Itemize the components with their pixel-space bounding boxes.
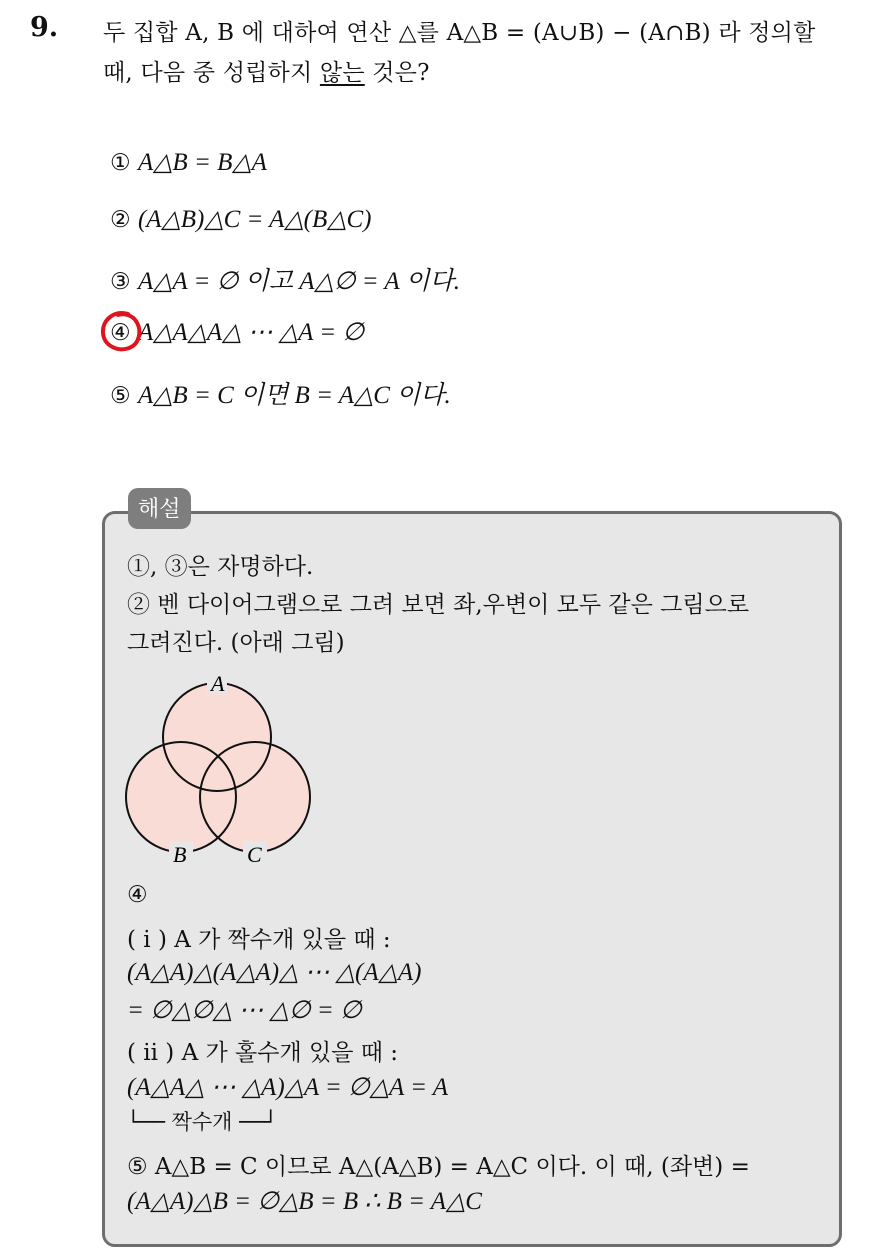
choice-2-text: (A△B)△C = A△(B△C) bbox=[137, 206, 372, 233]
solution-line-10: └── 짝수개 ──┘ bbox=[127, 1110, 278, 1134]
question-underlined-word: 않는 bbox=[319, 60, 365, 86]
choice-4-text: A△A△A△ ⋯ △A = ∅ bbox=[137, 319, 365, 346]
solution-tag: 해설 bbox=[128, 488, 191, 529]
solution-line-12: (A△A)△B = ∅△B = B ∴ B = A△C bbox=[127, 1188, 482, 1215]
venn-label-c: C bbox=[247, 842, 262, 867]
choice-3[interactable] bbox=[110, 261, 460, 297]
question-line-2 bbox=[103, 54, 430, 87]
solution-box bbox=[102, 511, 842, 1247]
answer-circle-mark-icon bbox=[98, 308, 144, 354]
choice-4[interactable] bbox=[110, 317, 364, 347]
question-line-1: 두 집합 A, B 에 대하여 연산 △를 A△B = (A∪B) − (A∩B) 라 정의할 bbox=[103, 20, 816, 46]
question-line-2-post: 것은? bbox=[364, 60, 430, 86]
solution-line-5: ( i ) A 가 짝수개 있을 때 : bbox=[127, 927, 391, 953]
choice-1-text: A△B = B△A bbox=[137, 149, 267, 176]
solution-line-4: ④ bbox=[127, 882, 148, 908]
solution-line-2: ② 벤 다이어그램으로 그려 보면 좌,우변이 모두 같은 그림으로 bbox=[127, 592, 750, 618]
choice-2[interactable] bbox=[110, 204, 372, 234]
choice-4-num: ④ bbox=[110, 320, 131, 346]
solution-line-11: ⑤ A△B = C 이므로 A△(A△B) = A△C 이다. 이 때, (좌변) = bbox=[127, 1154, 750, 1180]
venn-label-b: B bbox=[173, 842, 187, 867]
choice-3-num: ③ bbox=[110, 269, 131, 295]
solution-line-1: ①, ③은 자명하다. bbox=[127, 554, 314, 580]
solution-line-7: = ∅△∅△ ⋯ △∅ = ∅ bbox=[127, 997, 362, 1024]
question-line-2-pre: 때, 다음 중 성립하지 bbox=[103, 60, 320, 86]
venn-diagram bbox=[115, 665, 325, 870]
choice-5-num: ⑤ bbox=[110, 383, 131, 409]
choice-1[interactable] bbox=[110, 147, 267, 177]
question-number: 9. bbox=[30, 12, 59, 43]
solution-line-3: 그려진다. (아래 그림) bbox=[127, 630, 345, 656]
venn-label-a: A bbox=[211, 671, 225, 696]
choice-5-text: A△B = C 이면 B = A△C 이다. bbox=[137, 382, 451, 409]
solution-line-8: ( ii ) A 가 홀수개 있을 때 : bbox=[127, 1040, 399, 1066]
choice-2-num: ② bbox=[110, 207, 131, 233]
solution-line-9: (A△A△ ⋯ △A)△A = ∅△A = A bbox=[127, 1074, 449, 1101]
venn-fills bbox=[126, 683, 310, 852]
choice-1-num: ① bbox=[110, 150, 131, 176]
solution-line-6: (A△A)△(A△A)△ ⋯ △(A△A) bbox=[127, 959, 422, 986]
choice-3-text: A△A = ∅ 이고 A△∅ = A 이다. bbox=[137, 268, 461, 295]
choice-5[interactable] bbox=[110, 375, 451, 411]
